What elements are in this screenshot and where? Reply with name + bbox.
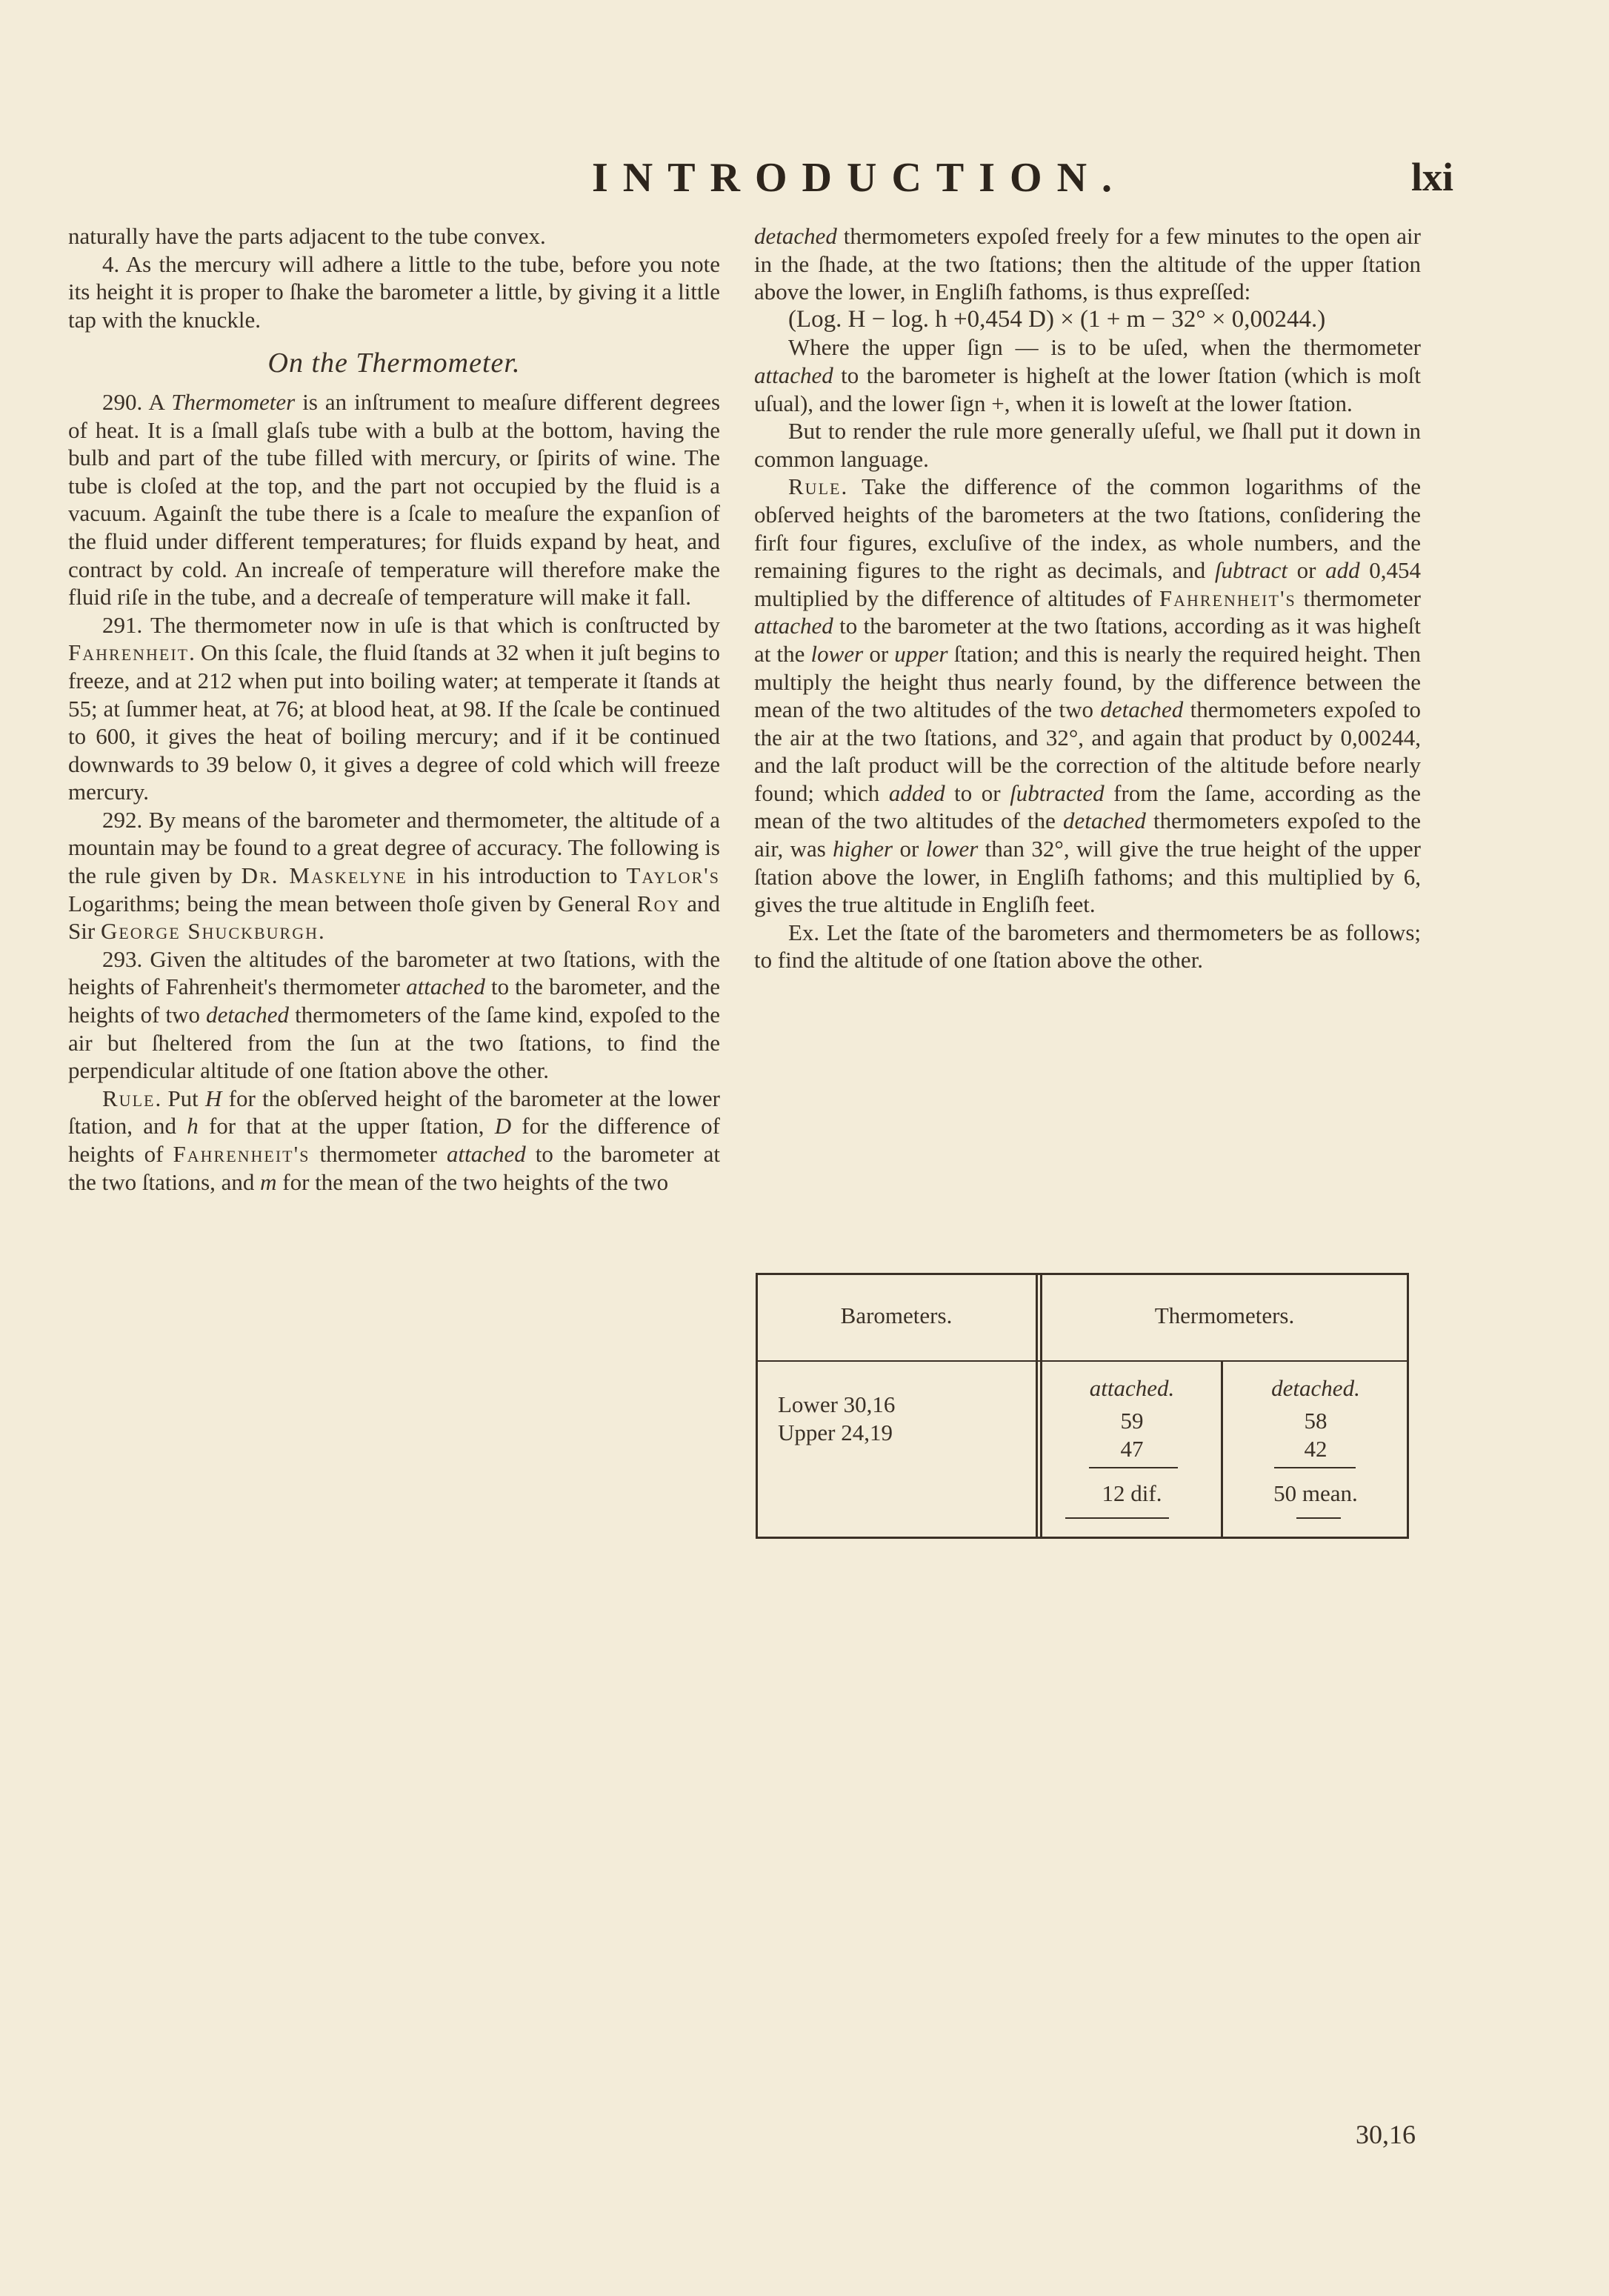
table-rule-bottom [756, 1537, 1409, 1539]
paragraph-example: Ex. Let the ſtate of the barometers and thermometers be as follows; to find the altitude of one ſtation above the other. [754, 919, 1421, 974]
table-bottom-short-rule-1 [1065, 1517, 1169, 1519]
table-divider-2 [1221, 1362, 1223, 1537]
table-border-right [1407, 1273, 1409, 1539]
table-barometer-upper: Upper 24,19 [778, 1420, 893, 1445]
table-divider-1 [1036, 1273, 1038, 1539]
paragraph-continued: detached thermometers expoſed freely for a few minutes to the open air in the ſhade, at the two ſtations; then the altitude of the upper ſtation above the lower, in Engliſh fathoms, is thus expreſſed: [754, 223, 1421, 305]
paragraph-where: Where the upper ſign — is to be uſed, when the thermometer attached to the barometer is higheſt at the lower ſtation (which is moſt uſual), and the lower ſign +, when it is loweſt at the lower ſtation. [754, 334, 1421, 416]
paragraph-291: 291. The thermometer now in uſe is that which is conſtructed by Fahrenheit. On this ſcale, the fluid ſtands at 32 when it juſt begins to freeze, and at 212 when put into boiling water; at temperate it ſtands at 55; at ſummer heat, at 76; at blood heat, at 98. If the ſcale be continued to 600, it gives the heat of boiling mercury; and if it be continued downwards to 39 below 0, it gives a degree of cold which will freeze mercury. [68, 611, 720, 805]
paragraph-4: 4. As the mercury will adhere a little to the tube, before you note its height it is proper to ſhake the barometer a little, by giving it a little tap with the knuckle. [68, 250, 720, 333]
paragraph-rule-2: Rule. Take the difference of the common logarithms of the obſerved heights of the barometers at the two ſtations, conſidering the firſt four figures, excluſive of the index, as whole numbers, and the remaining figures to the right as decimals, and ſubtract or add 0,454 multiplied by the difference of altitudes of Fahrenheit's thermometer attached to the barometer at the two ſtations, according as it was higheſt at the lower or upper ſtation; and this is nearly the required height. Then multiply the height thus nearly found, by the difference between the mean of the two altitudes of the two detached thermometers expoſed to the air at the two ſtations, and 32°, and again that product by 0,00244, and the laſt product will be the correction of the altitude before nearly found; which added to or ſubtracted from the ſame, according as the mean of the two altitudes of the detached thermometers expoſed to the air, was higher or lower than 32°, will give the true height of the upper ſtation above the lower, in Engliſh fathoms; and this multiplied by 6, gives the true altitude in Engliſh feet. [754, 473, 1422, 918]
page-number: lxi [1410, 155, 1453, 199]
section-title: On the Thermometer. [267, 347, 521, 379]
table-head-barometers: Barometers. [840, 1302, 953, 1328]
table-attached-59: 59 [1120, 1408, 1144, 1434]
left-column [68, 222, 720, 1196]
table-divider-1b [1040, 1273, 1042, 1539]
table-detached-42: 42 [1304, 1436, 1327, 1462]
table-attached-label: attached. [1089, 1375, 1175, 1401]
table-detached-mean: 50 mean. [1273, 1480, 1358, 1506]
right-column [754, 222, 1421, 974]
paragraph-290: 290. A Thermometer is an inſtrument to meaſure different degrees of heat. It is a ſmall glaſs tube with a bulb at the bottom, having the bulb and part of the tube filled with mercury, or ſpirits of wine. The tube is cloſed at the top, and the part not occupied by the fluid is a vacuum. Againſt the tube there is a ſcale to meaſure the expanſion of the fluid under different temperatures; for fluids expand by heat, and contract by cold. An increaſe of temperature will therefore make the fluid riſe in the tube, and a decreaſe of temperature will make it fall. [68, 388, 721, 610]
paragraph-render: But to render the rule more generally uſeful, we ſhall put it down in common language. [754, 418, 1421, 472]
table-detached-58: 58 [1304, 1408, 1327, 1434]
table-detached-sum-rule [1274, 1467, 1356, 1468]
paragraph-292: 292. By means of the barometer and thermometer, the altitude of a mountain may be found to a great degree of accuracy. The following is the rule given by Dr. Maskelyne in his introduction to Taylor's Logarithms; being the mean between thoſe given by General Roy and Sir George Shuckburgh. [68, 806, 720, 945]
table-bottom-short-rule-2 [1296, 1517, 1341, 1519]
altitude-formula: (Log. H − log. h +0,454 D) × (1 + m − 32° × 0,00244.) [788, 305, 1326, 333]
table-rule-top [756, 1273, 1409, 1275]
paragraph-293: 293. Given the altitudes of the barometer at two ſtations, with the heights of Fahrenheit's thermometer attached to the barometer, and the heights of two detached thermometers of the ſame kind, expoſed to the air but ſheltered from the ſun at the two ſtations, to find the perpendicular altitude of one ſtation above the other. [68, 945, 721, 1084]
barometer-thermometer-table [756, 1273, 1409, 1540]
table-attached-difference: 12 dif. [1102, 1480, 1162, 1506]
table-detached-label: detached. [1271, 1375, 1360, 1401]
table-barometer-lower: Lower 30,16 [778, 1391, 896, 1417]
catchword: 30,16 [1356, 2120, 1416, 2149]
running-title: INTRODUCTION. [591, 155, 1127, 201]
paragraph-rule: Rule. Put H for the obſerved height of the barometer at the lower ſtation, and h for that at the upper ſtation, D for the difference of heights of Fahrenheit's thermometer attached to the barometer at the two ſtations, and m for the mean of the two heights of the two [68, 1085, 720, 1195]
table-rule-middle [756, 1360, 1409, 1362]
table-head-thermometers: Thermometers. [1154, 1302, 1295, 1328]
table-attached-sum-rule [1089, 1467, 1178, 1468]
table-attached-47: 47 [1120, 1436, 1144, 1462]
table-border-left [756, 1273, 758, 1539]
paragraph-intro: naturally have the parts adjacent to the tube convex. [68, 223, 546, 249]
